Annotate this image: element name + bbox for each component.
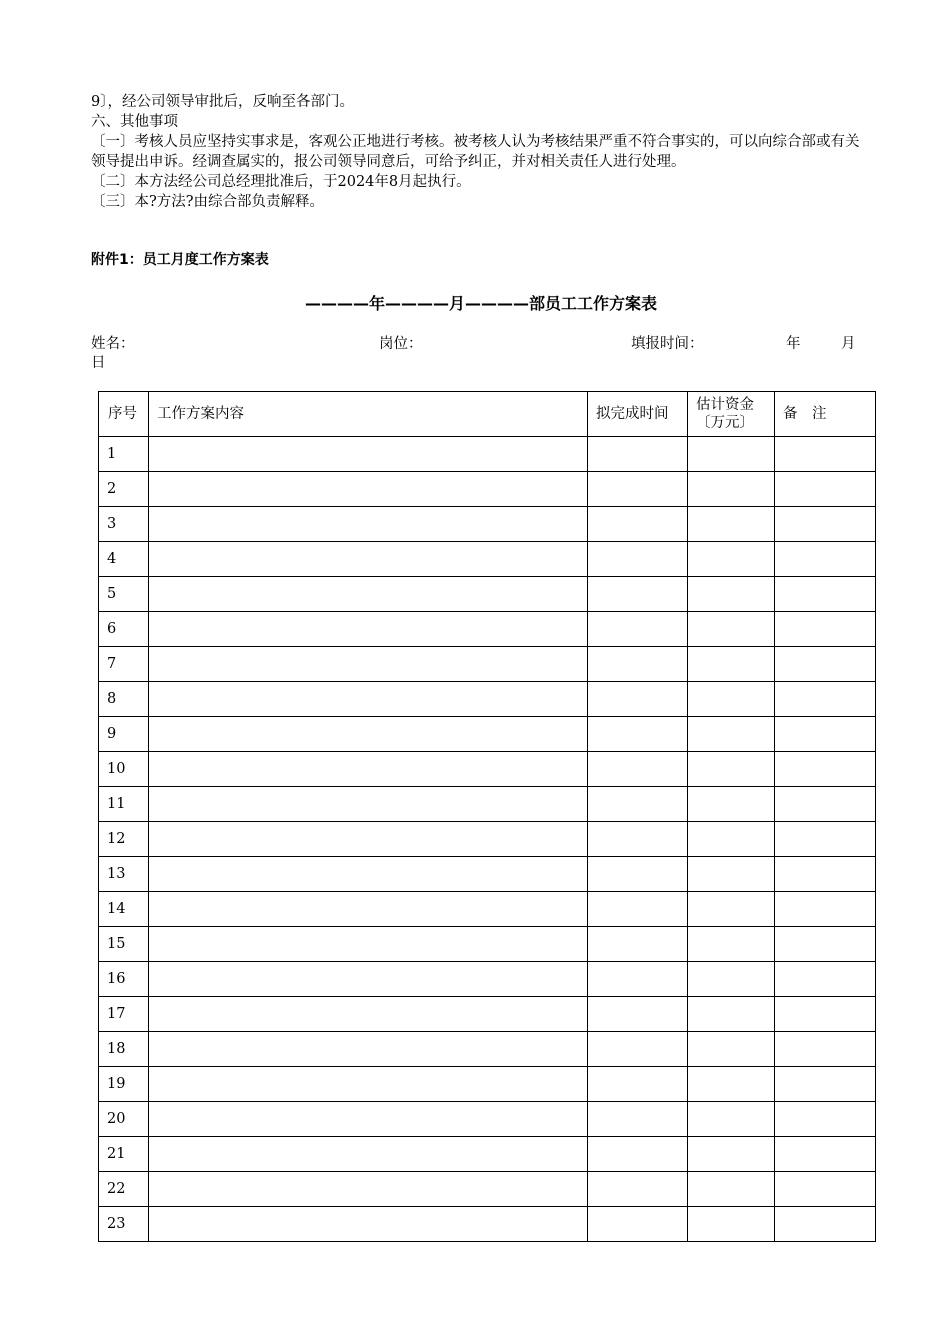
content-cell[interactable] (149, 1102, 588, 1137)
planned-time-cell[interactable] (588, 647, 688, 682)
row-serial-cell: 16 (99, 962, 149, 997)
remarks-cell[interactable] (775, 892, 876, 927)
table-row (99, 892, 876, 927)
row-serial-cell: 19 (99, 1067, 149, 1102)
paragraph: 9〕，经公司领导审批后，反响至各部门。 (91, 94, 354, 110)
row-serial-cell: 21 (99, 1137, 149, 1172)
funds-cell[interactable] (688, 1102, 775, 1137)
document-body (91, 92, 861, 372)
table-row (99, 1102, 876, 1137)
funds-cell[interactable] (688, 962, 775, 997)
content-cell[interactable] (149, 997, 588, 1032)
header-planned-time: 拟完成时间 (588, 392, 688, 437)
content-cell[interactable] (149, 752, 588, 787)
remarks-cell[interactable] (775, 437, 876, 472)
remarks-cell[interactable] (775, 647, 876, 682)
content-cell[interactable] (149, 577, 588, 612)
table-row (99, 927, 876, 962)
funds-cell[interactable] (688, 1172, 775, 1207)
row-serial-cell: 23 (99, 1207, 149, 1242)
table-row (99, 962, 876, 997)
funds-cell[interactable] (688, 542, 775, 577)
content-cell[interactable] (149, 472, 588, 507)
row-serial-cell: 3 (99, 507, 149, 542)
position-label: 岗位： (379, 336, 423, 352)
remarks-cell[interactable] (775, 577, 876, 612)
row-serial-cell: 22 (99, 1172, 149, 1207)
planned-time-cell[interactable] (588, 822, 688, 857)
remarks-cell[interactable] (775, 1207, 876, 1242)
header-content: 工作方案内容 (149, 392, 588, 437)
remarks-cell[interactable] (775, 1172, 876, 1207)
month-label: 月 (841, 336, 856, 352)
table-row (99, 1067, 876, 1102)
funds-cell[interactable] (688, 997, 775, 1032)
content-cell[interactable] (149, 892, 588, 927)
table-header-row (99, 392, 876, 437)
row-serial-cell: 13 (99, 857, 149, 892)
remarks-cell[interactable] (775, 927, 876, 962)
row-serial-cell: 12 (99, 822, 149, 857)
remarks-cell[interactable] (775, 1032, 876, 1067)
table-row (99, 682, 876, 717)
content-cell[interactable] (149, 962, 588, 997)
funds-cell[interactable] (688, 892, 775, 927)
row-serial-cell: 15 (99, 927, 149, 962)
row-serial-cell: 4 (99, 542, 149, 577)
table-row (99, 437, 876, 472)
remarks-cell[interactable] (775, 542, 876, 577)
planned-time-cell[interactable] (588, 892, 688, 927)
table-row (99, 577, 876, 612)
planned-time-cell[interactable] (588, 507, 688, 542)
planned-time-cell[interactable] (588, 927, 688, 962)
remarks-cell[interactable] (775, 822, 876, 857)
planned-time-cell[interactable] (588, 577, 688, 612)
planned-time-cell[interactable] (588, 542, 688, 577)
remarks-cell[interactable] (775, 752, 876, 787)
funds-cell[interactable] (688, 682, 775, 717)
remarks-cell[interactable] (775, 962, 876, 997)
table-row (99, 752, 876, 787)
remarks-cell[interactable] (775, 507, 876, 542)
table-row (99, 787, 876, 822)
funds-cell[interactable] (688, 752, 775, 787)
row-serial-cell: 11 (99, 787, 149, 822)
remarks-cell[interactable] (775, 1137, 876, 1172)
funds-cell[interactable] (688, 472, 775, 507)
content-cell[interactable] (149, 507, 588, 542)
row-serial-cell: 8 (99, 682, 149, 717)
planned-time-cell[interactable] (588, 1102, 688, 1137)
table-row (99, 1207, 876, 1242)
funds-cell[interactable] (688, 787, 775, 822)
planned-time-cell[interactable] (588, 1137, 688, 1172)
table-row (99, 1137, 876, 1172)
paragraph: 〔一〕考核人员应坚持实事求是，客观公正地进行考核。被考核人认为考核结果严重不符合事实的，可以向综合部或有关领导提出申诉。经调查属实的，报公司领导同意后，可给予纠正，并对相关责任人进行处理。 (91, 134, 860, 170)
planned-time-cell[interactable] (588, 437, 688, 472)
planned-time-cell[interactable] (588, 717, 688, 752)
remarks-cell[interactable] (775, 1067, 876, 1102)
remarks-cell[interactable] (775, 787, 876, 822)
planned-time-cell[interactable] (588, 1067, 688, 1102)
content-cell[interactable] (149, 1172, 588, 1207)
content-cell[interactable] (149, 787, 588, 822)
remarks-cell[interactable] (775, 612, 876, 647)
table-row (99, 1172, 876, 1207)
fill-time-label: 填报时间： (631, 336, 704, 352)
content-cell[interactable] (149, 857, 588, 892)
funds-cell[interactable] (688, 717, 775, 752)
header-serial: 序号 (99, 392, 149, 437)
funds-cell[interactable] (688, 507, 775, 542)
header-remarks: 备 注 (775, 392, 876, 437)
content-cell[interactable] (149, 612, 588, 647)
remarks-cell[interactable] (775, 997, 876, 1032)
planned-time-cell[interactable] (588, 1207, 688, 1242)
row-serial-cell: 18 (99, 1032, 149, 1067)
content-cell[interactable] (149, 822, 588, 857)
funds-cell[interactable] (688, 577, 775, 612)
row-serial-cell: 6 (99, 612, 149, 647)
table-row (99, 1032, 876, 1067)
funds-cell[interactable] (688, 437, 775, 472)
planned-time-cell[interactable] (588, 787, 688, 822)
header-estimated-funds: 估计资金〔万元〕 (688, 392, 775, 437)
name-label: 姓名： (91, 336, 135, 352)
content-cell[interactable] (149, 1137, 588, 1172)
remarks-cell[interactable] (775, 857, 876, 892)
funds-cell[interactable] (688, 1067, 775, 1102)
content-cell[interactable] (149, 647, 588, 682)
funds-cell[interactable] (688, 857, 775, 892)
row-serial-cell: 9 (99, 717, 149, 752)
row-serial-cell: 1 (99, 437, 149, 472)
content-cell[interactable] (149, 542, 588, 577)
row-serial-cell: 5 (99, 577, 149, 612)
content-cell[interactable] (149, 1207, 588, 1242)
planned-time-cell[interactable] (588, 997, 688, 1032)
table-row (99, 857, 876, 892)
table-body (99, 437, 876, 1242)
table-row (99, 507, 876, 542)
remarks-cell[interactable] (775, 682, 876, 717)
paragraph: 〔二〕本方法经公司总经理批准后，于2024年8月起执行。 (91, 174, 471, 190)
table-row (99, 822, 876, 857)
content-cell[interactable] (149, 717, 588, 752)
planned-time-cell[interactable] (588, 612, 688, 647)
funds-cell[interactable] (688, 1137, 775, 1172)
planned-time-cell[interactable] (588, 752, 688, 787)
row-serial-cell: 7 (99, 647, 149, 682)
table-row (99, 542, 876, 577)
funds-cell[interactable] (688, 822, 775, 857)
content-cell[interactable] (149, 927, 588, 962)
table-row (99, 647, 876, 682)
table-row (99, 717, 876, 752)
remarks-cell[interactable] (775, 472, 876, 507)
remarks-cell[interactable] (775, 1102, 876, 1137)
planned-time-cell[interactable] (588, 1032, 688, 1067)
planned-time-cell[interactable] (588, 962, 688, 997)
funds-cell[interactable] (688, 647, 775, 682)
funds-cell[interactable] (688, 1207, 775, 1242)
funds-cell[interactable] (688, 612, 775, 647)
remarks-cell[interactable] (775, 717, 876, 752)
paragraph: 〔三〕本?方法?由综合部负责解释。 (91, 194, 325, 210)
content-cell[interactable] (149, 1032, 588, 1067)
row-serial-cell: 2 (99, 472, 149, 507)
row-serial-cell: 14 (99, 892, 149, 927)
funds-cell[interactable] (688, 1032, 775, 1067)
section-heading: 六、其他事项 (91, 114, 178, 130)
work-plan-table (98, 391, 876, 1242)
planned-time-cell[interactable] (588, 857, 688, 892)
table-row (99, 472, 876, 507)
planned-time-cell[interactable] (588, 682, 688, 717)
year-label: 年 (786, 336, 801, 352)
form-title: ————年————月————部员工工作方案表 (304, 294, 657, 313)
attachment-heading: 附件1：员工月度工作方案表 (91, 252, 269, 268)
row-serial-cell: 20 (99, 1102, 149, 1137)
planned-time-cell[interactable] (588, 472, 688, 507)
content-cell[interactable] (149, 1067, 588, 1102)
table-row (99, 612, 876, 647)
row-serial-cell: 10 (99, 752, 149, 787)
day-label: 日 (91, 355, 106, 371)
row-serial-cell: 17 (99, 997, 149, 1032)
table-row (99, 997, 876, 1032)
form-info-line (91, 334, 861, 372)
funds-cell[interactable] (688, 927, 775, 962)
content-cell[interactable] (149, 682, 588, 717)
content-cell[interactable] (149, 437, 588, 472)
planned-time-cell[interactable] (588, 1172, 688, 1207)
